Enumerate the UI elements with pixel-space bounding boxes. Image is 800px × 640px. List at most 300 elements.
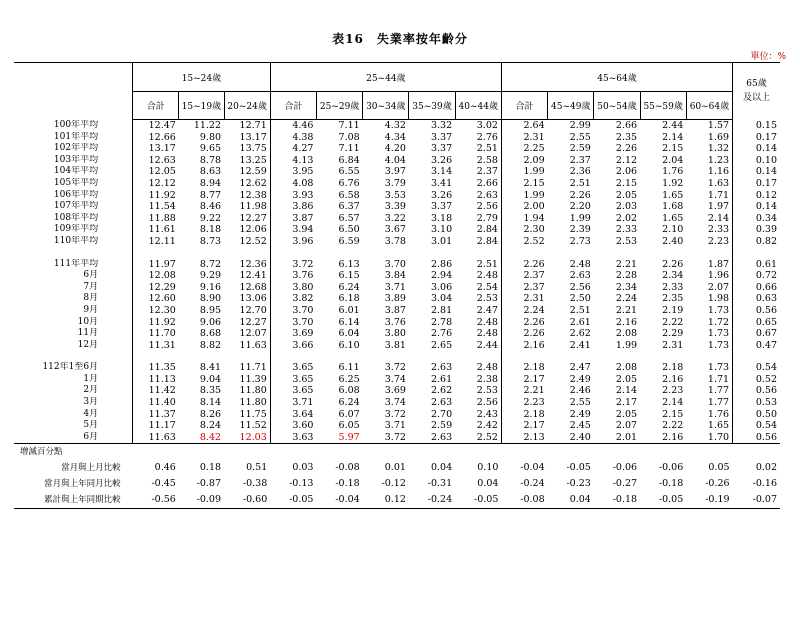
table-cell: 2.76 bbox=[476, 131, 498, 143]
table-cell: 2.62 bbox=[430, 385, 453, 397]
table-cell: 0.54 bbox=[733, 420, 780, 432]
footer-cell: -0.04 bbox=[316, 492, 362, 509]
table-cell: 0.56 bbox=[733, 385, 780, 397]
table-cell: 3.04 bbox=[430, 293, 453, 305]
table-cell: 2.52 bbox=[455, 432, 501, 444]
row-label: 10月 bbox=[77, 316, 99, 327]
row-label: 110年平均 bbox=[53, 235, 99, 246]
table-cell: 6.14 bbox=[338, 316, 360, 328]
table-cell: 2.16 bbox=[615, 316, 638, 328]
table-row bbox=[14, 409, 780, 421]
table-cell: 11.63 bbox=[133, 432, 179, 444]
table-cell: 2.21 bbox=[615, 258, 638, 270]
table-cell: 6.08 bbox=[338, 385, 360, 397]
table-cell: 9.29 bbox=[199, 270, 222, 282]
table-row bbox=[14, 236, 780, 248]
row-label: 112年1至6月 bbox=[42, 362, 99, 373]
table-cell: 2.14 bbox=[615, 385, 638, 397]
table-cell: 2.33 bbox=[615, 224, 638, 236]
row-label: 106年平均 bbox=[53, 189, 99, 200]
table-row bbox=[14, 432, 780, 444]
table-cell: 13.25 bbox=[239, 154, 267, 166]
table-cell: 2.29 bbox=[662, 328, 684, 340]
row-label: 2月 bbox=[83, 385, 99, 396]
table-cell: 0.82 bbox=[733, 236, 780, 248]
footer-cell: -0.06 bbox=[612, 462, 638, 474]
table-cell: 2.38 bbox=[476, 373, 498, 385]
table-cell: 3.41 bbox=[430, 177, 453, 189]
table-cell: 3.22 bbox=[384, 212, 406, 224]
column-header: 30~34歲 bbox=[363, 92, 409, 120]
table-row bbox=[14, 259, 780, 271]
footer-cell: 0.18 bbox=[199, 462, 222, 474]
table-cell: 2.52 bbox=[501, 236, 547, 248]
table-cell: 2.66 bbox=[476, 177, 498, 189]
table-cell: 11.88 bbox=[133, 213, 179, 225]
table-cell: 4.38 bbox=[270, 132, 316, 144]
table-cell: 7.11 bbox=[338, 120, 360, 131]
table-cell: 6.58 bbox=[338, 189, 360, 201]
table-title: 表16 失業率按年齡分 bbox=[332, 32, 468, 46]
table-cell: 0.53 bbox=[733, 397, 780, 409]
table-cell: 9.22 bbox=[199, 212, 222, 224]
table-cell: 11.31 bbox=[133, 340, 179, 352]
table-cell: 6.37 bbox=[338, 201, 360, 213]
footer-cell: -0.60 bbox=[224, 492, 270, 509]
table-cell: 8.42 bbox=[179, 432, 224, 444]
table-cell: 8.68 bbox=[199, 328, 222, 340]
table-cell: 2.18 bbox=[501, 362, 547, 374]
row-label: 9月 bbox=[83, 304, 99, 315]
table-cell: 2.33 bbox=[707, 224, 730, 236]
footer-cell: -0.26 bbox=[705, 478, 730, 490]
table-row bbox=[14, 317, 780, 329]
table-cell: 3.89 bbox=[384, 293, 406, 305]
table-cell: 2.48 bbox=[476, 316, 498, 328]
table-cell: 2.48 bbox=[476, 328, 498, 340]
table-cell: 11.98 bbox=[239, 201, 267, 213]
column-header: 15~19歲 bbox=[179, 92, 224, 120]
table-cell: 0.14 bbox=[733, 143, 780, 155]
table-cell: 3.82 bbox=[270, 293, 316, 305]
table-cell: 6.50 bbox=[338, 224, 360, 236]
table-cell: 2.21 bbox=[615, 304, 638, 316]
table-cell: 2.86 bbox=[430, 258, 453, 270]
column-header: 25~29歲 bbox=[316, 92, 362, 120]
table-cell: 2.17 bbox=[501, 420, 547, 432]
table-cell: 2.17 bbox=[501, 374, 547, 386]
row-label: 7月 bbox=[83, 281, 99, 292]
table-cell: 12.05 bbox=[133, 166, 179, 178]
table-cell: 2.15 bbox=[501, 178, 547, 190]
table-cell: 11.54 bbox=[133, 201, 179, 213]
table-cell: 0.56 bbox=[733, 432, 780, 444]
row-label: 107年平均 bbox=[53, 201, 99, 212]
table-cell: 0.72 bbox=[733, 270, 780, 282]
footer-cell: 0.10 bbox=[477, 462, 499, 474]
table-cell: 2.08 bbox=[615, 362, 638, 374]
table-cell: 0.17 bbox=[733, 132, 780, 144]
table-cell: 2.37 bbox=[476, 166, 498, 178]
table-cell: 1.94 bbox=[501, 213, 547, 225]
table-cell: 1.98 bbox=[707, 293, 730, 305]
table-cell: 9.04 bbox=[199, 373, 222, 385]
table-cell: 2.02 bbox=[615, 212, 638, 224]
footer-cell: -0.04 bbox=[520, 462, 545, 474]
table-cell: 2.14 bbox=[707, 212, 730, 224]
table-cell: 6.24 bbox=[338, 281, 360, 293]
table-cell: 2.62 bbox=[569, 328, 591, 340]
table-cell: 2.25 bbox=[501, 143, 547, 155]
table-cell: 11.63 bbox=[239, 339, 267, 351]
footer-row bbox=[14, 476, 780, 492]
table-cell: 2.30 bbox=[501, 224, 547, 236]
table-cell: 1.71 bbox=[707, 373, 730, 385]
table-cell: 1.73 bbox=[707, 328, 730, 340]
row-label: 103年平均 bbox=[53, 154, 99, 165]
table-cell: 2.13 bbox=[501, 432, 547, 444]
table-cell: 11.17 bbox=[133, 420, 179, 432]
footer-row-label: 累計與上年同期比較 bbox=[14, 492, 133, 509]
table-cell: 2.23 bbox=[707, 235, 730, 247]
table-cell: 6.76 bbox=[338, 177, 360, 189]
table-cell: 2.07 bbox=[707, 281, 730, 293]
row-label: 104年平均 bbox=[53, 166, 99, 177]
table-cell: 3.94 bbox=[270, 224, 316, 236]
table-cell: 3.79 bbox=[384, 177, 406, 189]
row-label: 12月 bbox=[77, 339, 99, 350]
table-cell: 12.06 bbox=[239, 224, 267, 236]
table-cell: 3.70 bbox=[270, 305, 316, 317]
table-cell: 1.77 bbox=[707, 385, 730, 397]
table-cell: 2.37 bbox=[501, 282, 547, 294]
table-cell: 3.71 bbox=[270, 397, 316, 409]
table-cell: 2.51 bbox=[476, 258, 498, 270]
table-cell: 5.97 bbox=[316, 432, 362, 444]
table-cell: 0.67 bbox=[733, 328, 780, 340]
table-cell: 12.29 bbox=[133, 282, 179, 294]
table-row bbox=[14, 397, 780, 409]
table-cell: 11.92 bbox=[133, 317, 179, 329]
header-group-65: 65歲 及以上 bbox=[733, 63, 780, 120]
table-cell: 2.05 bbox=[615, 189, 638, 201]
table-cell: 3.74 bbox=[384, 373, 406, 385]
table-cell: 2.46 bbox=[569, 385, 591, 397]
table-cell: 6.10 bbox=[338, 339, 360, 351]
table-cell: 2.51 bbox=[569, 304, 591, 316]
table-cell: 12.08 bbox=[133, 270, 179, 282]
table-cell: 11.97 bbox=[133, 259, 179, 271]
table-cell: 3.26 bbox=[430, 154, 453, 166]
table-cell: 2.14 bbox=[662, 397, 684, 409]
footer-row-label: 當月與上年同月比較 bbox=[44, 479, 121, 490]
table-cell: 6.24 bbox=[338, 397, 360, 409]
table-cell: 4.34 bbox=[384, 131, 406, 143]
table-row bbox=[14, 374, 780, 386]
table-cell: 0.63 bbox=[733, 293, 780, 305]
table-cell: 3.65 bbox=[270, 385, 316, 397]
table-cell: 4.46 bbox=[270, 120, 316, 132]
row-label: 8月 bbox=[83, 293, 99, 304]
table-cell: 6.18 bbox=[338, 293, 360, 305]
footer-cell: 0.04 bbox=[477, 478, 499, 490]
footer-cell: -0.06 bbox=[658, 462, 684, 474]
table-cell: 2.61 bbox=[569, 316, 591, 328]
footer-cell: -0.12 bbox=[381, 478, 406, 490]
table-cell: 1.73 bbox=[707, 304, 730, 316]
table-cell: 2.09 bbox=[501, 155, 547, 167]
table-cell: 2.63 bbox=[430, 362, 453, 374]
table-row bbox=[14, 420, 780, 432]
table-cell: 2.19 bbox=[662, 304, 684, 316]
table-cell: 3.65 bbox=[270, 362, 316, 374]
table-cell: 11.37 bbox=[133, 409, 179, 421]
footer-cell: 0.05 bbox=[708, 462, 730, 474]
footer-row bbox=[14, 492, 780, 509]
table-cell: 2.49 bbox=[569, 373, 591, 385]
table-cell: 3.69 bbox=[270, 328, 316, 340]
table-cell: 3.06 bbox=[430, 281, 453, 293]
footer-heading: 增減百分點 bbox=[20, 447, 63, 458]
table-cell: 6.05 bbox=[338, 420, 360, 432]
table-cell: 8.24 bbox=[199, 420, 222, 432]
table-cell: 13.17 bbox=[239, 131, 267, 143]
table-cell: 3.95 bbox=[270, 166, 316, 178]
table-cell: 8.46 bbox=[199, 201, 222, 213]
table-cell: 1.87 bbox=[707, 258, 730, 270]
table-cell: 2.05 bbox=[615, 373, 638, 385]
footer-cell: -0.18 bbox=[594, 492, 640, 509]
table-cell: 0.39 bbox=[733, 224, 780, 236]
table-cell: 1.32 bbox=[707, 143, 730, 155]
footer-cell: -0.16 bbox=[752, 478, 777, 490]
table-row bbox=[14, 362, 780, 374]
table-cell: 0.15 bbox=[733, 120, 780, 132]
footer-cell: -0.08 bbox=[335, 462, 360, 474]
table-cell: 12.11 bbox=[133, 236, 179, 248]
table-cell: 2.42 bbox=[476, 420, 498, 432]
table-cell: 2.78 bbox=[430, 316, 453, 328]
footer-cell: -0.09 bbox=[179, 492, 224, 509]
table-cell: 3.72 bbox=[363, 432, 409, 444]
table-cell: 2.37 bbox=[501, 270, 547, 282]
row-label: 109年平均 bbox=[53, 224, 99, 235]
table-cell: 1.65 bbox=[662, 189, 684, 201]
footer-cell: -0.08 bbox=[501, 492, 547, 509]
table-cell: 2.28 bbox=[615, 270, 638, 282]
header-corner bbox=[14, 63, 133, 120]
table-cell: 2.15 bbox=[662, 408, 684, 420]
header-group-25-44: 25~44歲 bbox=[270, 63, 501, 92]
table-cell: 12.12 bbox=[133, 178, 179, 190]
footer-cell: -0.23 bbox=[566, 478, 591, 490]
table-cell: 2.65 bbox=[430, 339, 453, 351]
table-cell: 3.37 bbox=[430, 131, 453, 143]
footer-cell: -0.05 bbox=[566, 462, 591, 474]
table-cell: 2.63 bbox=[430, 397, 453, 409]
table-cell: 2.26 bbox=[501, 259, 547, 271]
table-cell: 2.01 bbox=[594, 432, 640, 444]
table-row bbox=[14, 155, 780, 167]
table-cell: 13.17 bbox=[133, 143, 179, 155]
table-cell: 11.80 bbox=[239, 397, 267, 409]
table-row bbox=[14, 340, 780, 352]
table-cell: 3.71 bbox=[384, 420, 406, 432]
table-cell: 1.65 bbox=[662, 212, 684, 224]
column-header: 60~64歲 bbox=[686, 92, 732, 120]
table-cell: 4.13 bbox=[270, 155, 316, 167]
table-cell: 2.35 bbox=[662, 293, 684, 305]
table-cell: 2.49 bbox=[569, 408, 591, 420]
table-cell: 12.41 bbox=[239, 270, 267, 282]
table-cell: 2.24 bbox=[501, 305, 547, 317]
table-cell: 4.04 bbox=[384, 154, 406, 166]
table-cell: 3.32 bbox=[430, 120, 453, 131]
table-cell: 2.56 bbox=[476, 397, 498, 409]
table-cell: 2.63 bbox=[569, 270, 591, 282]
footer-cell: -0.18 bbox=[335, 478, 360, 490]
table-cell: 2.03 bbox=[615, 201, 638, 213]
table-cell: 12.27 bbox=[239, 316, 267, 328]
table-cell: 2.81 bbox=[430, 304, 453, 316]
table-cell: 8.95 bbox=[199, 304, 222, 316]
table-row bbox=[14, 305, 780, 317]
table-cell: 11.40 bbox=[133, 397, 179, 409]
table-cell: 2.26 bbox=[501, 317, 547, 329]
table-cell: 1.76 bbox=[707, 408, 730, 420]
table-cell: 2.26 bbox=[501, 328, 547, 340]
table-cell: 3.39 bbox=[384, 201, 406, 213]
table-cell: 11.80 bbox=[239, 385, 267, 397]
table-cell: 2.26 bbox=[615, 143, 638, 155]
table-cell: 1.69 bbox=[707, 131, 730, 143]
table-cell: 2.23 bbox=[501, 397, 547, 409]
table-cell: 1.76 bbox=[662, 166, 684, 178]
table-cell: 12.68 bbox=[239, 281, 267, 293]
table-cell: 3.74 bbox=[384, 397, 406, 409]
table-cell: 6.04 bbox=[338, 328, 360, 340]
footer-row-label: 當月與上月比較 bbox=[61, 463, 121, 474]
table-cell: 3.65 bbox=[270, 374, 316, 386]
table-cell: 0.34 bbox=[733, 213, 780, 225]
table-cell: 8.63 bbox=[199, 166, 222, 178]
table-cell: 0.14 bbox=[733, 166, 780, 178]
table-cell: 3.53 bbox=[384, 189, 406, 201]
table-cell: 3.18 bbox=[430, 212, 453, 224]
table-cell: 11.75 bbox=[239, 408, 267, 420]
table-cell: 6.07 bbox=[338, 408, 360, 420]
footer-cell: 0.04 bbox=[548, 492, 594, 509]
table-cell: 2.31 bbox=[501, 132, 547, 144]
footer-cell: -0.87 bbox=[196, 478, 222, 490]
table-cell: 2.53 bbox=[476, 385, 498, 397]
table-cell: 8.73 bbox=[199, 235, 222, 247]
table-row bbox=[14, 328, 780, 340]
table-cell: 12.70 bbox=[239, 304, 267, 316]
table-cell: 8.94 bbox=[199, 177, 222, 189]
table-cell: 2.37 bbox=[569, 154, 591, 166]
row-label: 4月 bbox=[83, 408, 99, 419]
table-cell: 2.07 bbox=[615, 420, 638, 432]
table-cell: 1.23 bbox=[707, 154, 730, 166]
table-cell: 3.76 bbox=[384, 316, 406, 328]
table-row bbox=[14, 201, 780, 213]
table-cell: 3.96 bbox=[270, 236, 316, 248]
table-cell: 2.22 bbox=[662, 420, 684, 432]
column-header: 合計 bbox=[270, 92, 316, 120]
table-cell: 6.01 bbox=[338, 304, 360, 316]
table-cell: 6.55 bbox=[338, 166, 360, 178]
footer-cell: -0.19 bbox=[686, 492, 732, 509]
table-cell: 3.66 bbox=[270, 340, 316, 352]
table-cell: 7.11 bbox=[338, 143, 360, 155]
footer-cell: -0.56 bbox=[133, 492, 179, 509]
table-cell: 2.50 bbox=[569, 293, 591, 305]
table-cell: 3.84 bbox=[384, 270, 406, 282]
table-cell: 3.72 bbox=[384, 362, 406, 374]
table-cell: 2.20 bbox=[569, 201, 591, 213]
table-cell: 8.77 bbox=[199, 189, 222, 201]
table-cell: 2.16 bbox=[640, 432, 686, 444]
table-cell: 9.06 bbox=[199, 316, 222, 328]
table-cell: 2.16 bbox=[662, 373, 684, 385]
table-cell: 2.44 bbox=[662, 120, 684, 131]
table-cell: 1.73 bbox=[707, 362, 730, 374]
table-cell: 0.65 bbox=[733, 317, 780, 329]
table-cell: 2.05 bbox=[615, 408, 638, 420]
table-cell: 2.53 bbox=[615, 235, 638, 247]
table-cell: 3.70 bbox=[270, 317, 316, 329]
footer-cell: 0.02 bbox=[755, 462, 777, 474]
column-header: 50~54歲 bbox=[594, 92, 640, 120]
table-cell: 2.18 bbox=[662, 362, 684, 374]
table-cell: 2.48 bbox=[569, 258, 591, 270]
table-cell: 0.54 bbox=[733, 362, 780, 374]
table-cell: 8.90 bbox=[199, 293, 222, 305]
column-header: 35~39歲 bbox=[409, 92, 455, 120]
table-cell: 12.30 bbox=[133, 305, 179, 317]
table-cell: 2.56 bbox=[569, 281, 591, 293]
table-cell: 2.51 bbox=[569, 177, 591, 189]
table-cell: 12.59 bbox=[239, 166, 267, 178]
table-cell: 3.93 bbox=[270, 190, 316, 202]
table-cell: 2.24 bbox=[615, 293, 638, 305]
table-cell: 2.84 bbox=[476, 224, 498, 236]
table-cell: 8.14 bbox=[199, 397, 222, 409]
table-cell: 0.61 bbox=[733, 259, 780, 271]
column-header: 合計 bbox=[501, 92, 547, 120]
table-cell: 8.78 bbox=[199, 154, 222, 166]
footer-cell: -0.18 bbox=[658, 478, 684, 490]
unit-label: 單位：% bbox=[750, 52, 786, 62]
table-row bbox=[14, 385, 780, 397]
table-cell: 1.71 bbox=[707, 189, 730, 201]
footer-cell: 0.04 bbox=[430, 462, 453, 474]
table-cell: 2.47 bbox=[569, 362, 591, 374]
table-cell: 1.65 bbox=[707, 420, 730, 432]
table-cell: 11.70 bbox=[133, 328, 179, 340]
table-cell: 2.00 bbox=[501, 201, 547, 213]
column-header: 合計 bbox=[133, 92, 179, 120]
table-cell: 4.27 bbox=[270, 143, 316, 155]
table-cell: 11.52 bbox=[239, 420, 267, 432]
table-cell: 3.72 bbox=[270, 259, 316, 271]
row-label: 6月 bbox=[83, 270, 99, 281]
footer-cell: -0.27 bbox=[612, 478, 638, 490]
table-cell: 2.08 bbox=[615, 328, 638, 340]
table-cell: 2.10 bbox=[662, 224, 684, 236]
footer-cell: -0.38 bbox=[242, 478, 268, 490]
